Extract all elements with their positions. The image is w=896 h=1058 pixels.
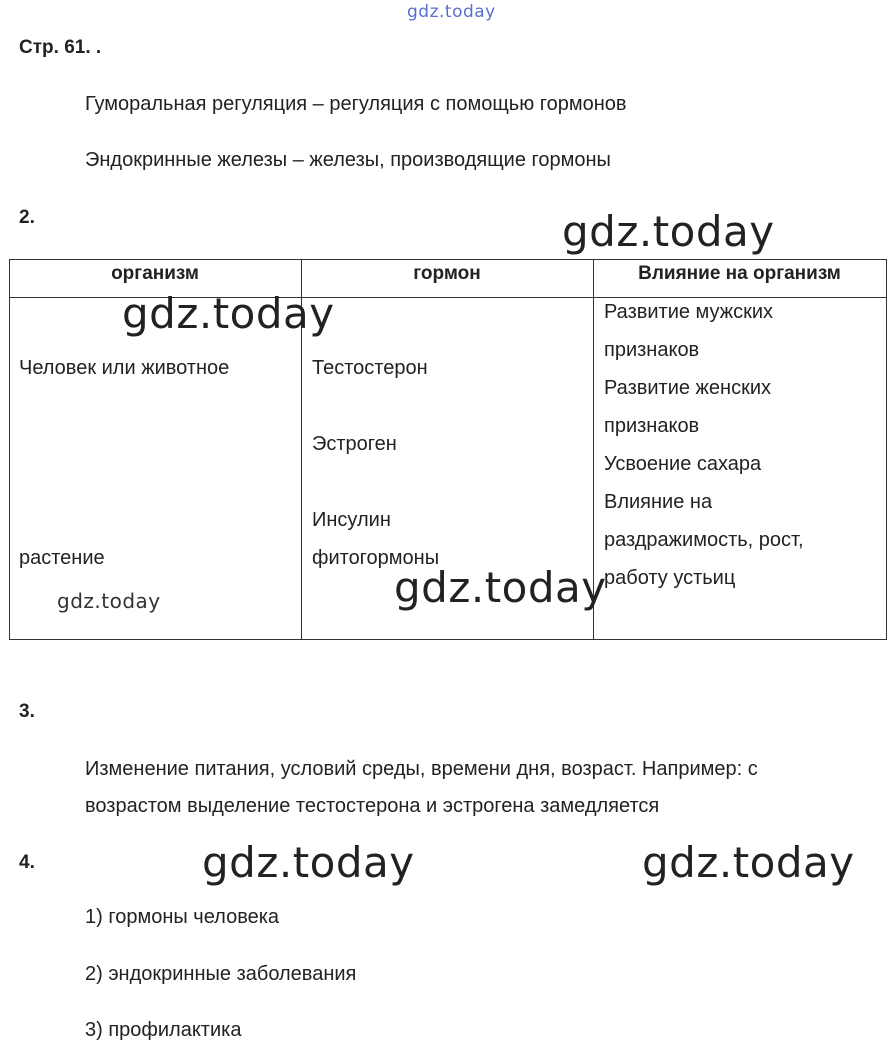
organism-cell: растение: [19, 547, 105, 569]
hormone-cell: Тестостерон: [312, 357, 428, 379]
watermark: gdz.today: [562, 207, 775, 256]
list-item: 1) гормоны человека: [85, 906, 280, 928]
definition-endocrine: Эндокринные железы – железы, производящие гормоны: [85, 149, 611, 171]
watermark: gdz.today: [394, 563, 607, 612]
question-3-number: 3.: [19, 701, 35, 722]
effect-line: Усвоение сахара: [604, 453, 762, 475]
list-item: 3) профилактика: [85, 1019, 242, 1041]
organism-cell: Человек или животное: [19, 357, 230, 379]
effect-line: Влияние на: [604, 491, 713, 513]
effect-line: раздражимость, рост,: [604, 529, 804, 551]
list-item: 2) эндокринные заболевания: [85, 963, 357, 985]
effect-line: Развитие женских: [604, 377, 772, 399]
effect-line: признаков: [604, 339, 700, 361]
effect-line: признаков: [604, 415, 700, 437]
watermark: gdz.today: [57, 589, 161, 613]
effect-line: Развитие мужских: [604, 301, 774, 323]
question-4-number: 4.: [19, 852, 35, 873]
hormone-cell: Эстроген: [312, 433, 397, 455]
watermark: gdz.today: [122, 289, 335, 338]
table-header-effect: Влияние на организм: [638, 263, 841, 284]
watermark: gdz.today: [642, 838, 855, 887]
hormone-cell: фитогормоны: [312, 547, 440, 569]
effect-line: работу устьиц: [604, 567, 736, 589]
answer-3-line: Изменение питания, условий среды, времени дня, возраст. Например: с: [85, 758, 758, 780]
watermark-top: gdz.today: [407, 2, 496, 22]
hormone-cell: Инсулин: [312, 509, 391, 531]
watermark: gdz.today: [202, 838, 415, 887]
table-header-organism: организм: [111, 263, 199, 284]
question-2-number: 2.: [19, 207, 35, 228]
table-header-hormone: гормон: [413, 263, 481, 284]
definition-humoral: Гуморальная регуляция – регуляция с помощью гормонов: [85, 93, 627, 115]
page-reference: Стр. 61. .: [19, 37, 102, 58]
answer-3-line: возрастом выделение тестостерона и эстрогена замедляется: [85, 795, 660, 817]
